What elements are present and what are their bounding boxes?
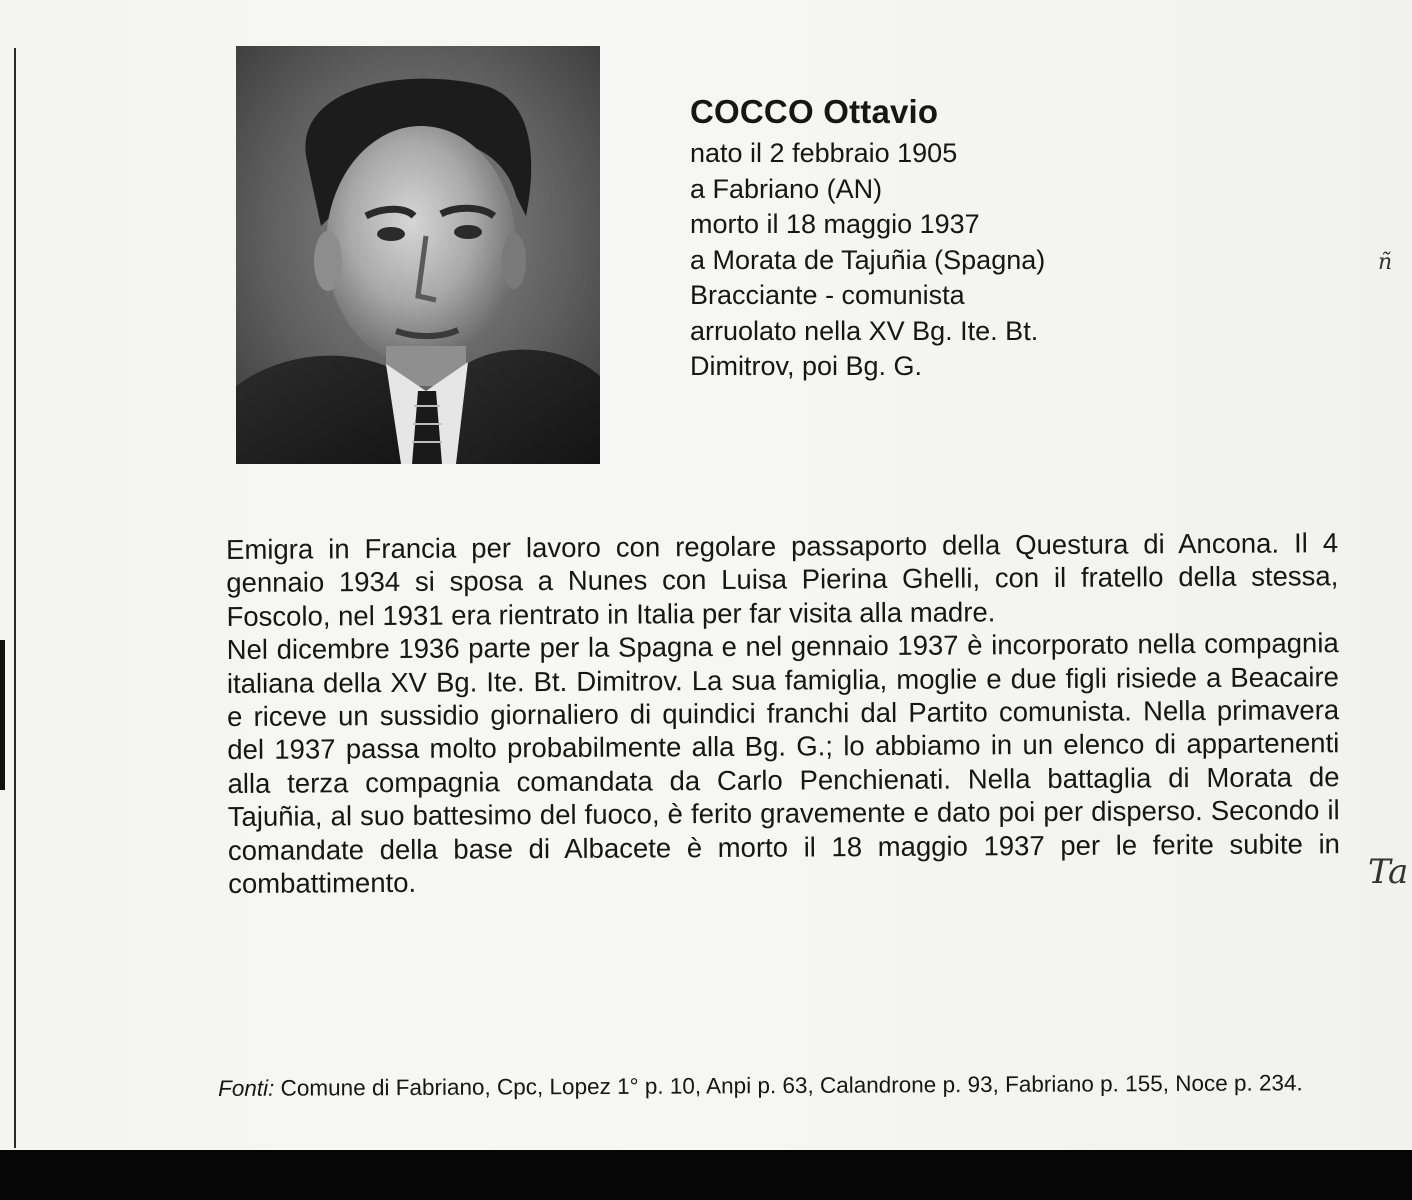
unit-line: Dimitrov, poi Bg. G. — [690, 351, 923, 381]
enlistment-line: arruolato nella XV Bg. Ite. Bt. — [690, 315, 1039, 346]
biography-header — [690, 92, 1250, 385]
left-edge-mark — [0, 640, 5, 790]
sources-label: Fonti: — [218, 1075, 275, 1101]
biography-body — [226, 526, 1340, 900]
scan-bottom-edge — [0, 1150, 1412, 1200]
handwritten-margin-note: Ta — [1368, 852, 1409, 892]
left-margin-rule — [14, 48, 16, 1148]
portrait-photo — [236, 46, 600, 464]
occupation-line: Bracciante - comunista — [690, 280, 965, 310]
handwritten-margin-mark: ñ — [1378, 250, 1393, 275]
birth-place-line: a Fabriano (AN) — [690, 173, 883, 204]
sources-note — [218, 1068, 1334, 1104]
sources-text: Comune di Fabriano, Cpc, Lopez 1° p. 10, Anpi p. 63, Calandrone p. 93, Fabriano p. 155, Noce p. 234. — [280, 1070, 1303, 1101]
birth-date-line: nato il 2 febbraio 1905 — [690, 138, 958, 168]
paragraph-emigration: Emigra in Francia per lavoro con regolare passaporto della Questura di Ancona. Il 4 gennaio 1934 si sposa a Nunes con Luisa Pierina Ghelli, con il fratello della stessa, Foscolo, nel 1931 era rientrato in Italia per far visita alla madre. — [226, 527, 1339, 632]
paragraph-spain: Nel dicembre 1936 parte per la Spagna e nel gennaio 1937 è incorporato nella compagnia italiana della XV Bg. Ite. Bt. Dimitrov. La sua famiglia, moglie e due figli risiede a Beacaire e riceve un sussidio giornaliero di quindici franchi dal Partito comunista. Nella primavera del 1937 passa molto probabilmente alla Bg. G.; lo abbiamo in un elenco di appartenenti alla terza compagnia comandata da Carlo Penchienati. Nella battaglia di Morata de Tajuñia, al suo battesimo del fuoco, è ferito gravemente e dato poi per disperso. Secondo il comandate della base di Albacete è morto il 18 maggio 1937 per le ferite subite in combattimento. — [226, 627, 1341, 900]
person-name: COCCO Ottavio — [690, 93, 939, 130]
death-place-line: a Morata de Tajuñia (Spagna) — [690, 244, 1046, 275]
death-date-line: morto il 18 maggio 1937 — [690, 209, 980, 239]
